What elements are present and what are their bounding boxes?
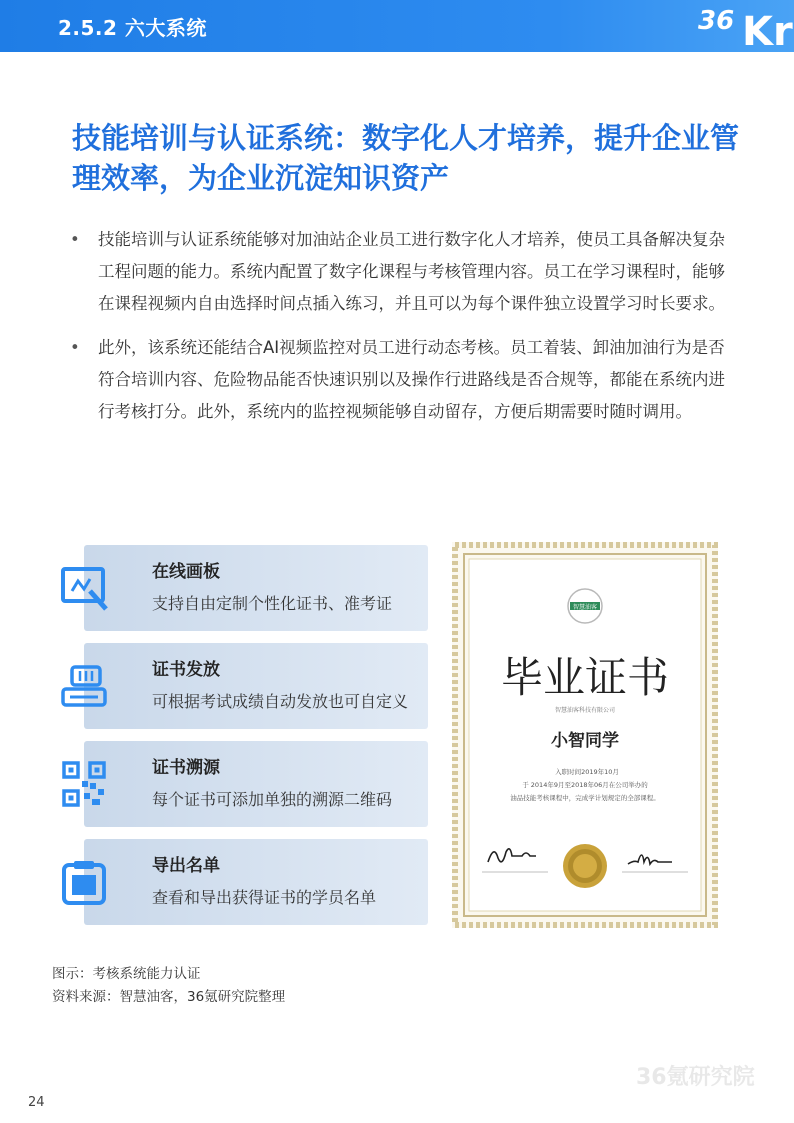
feature-item xyxy=(60,643,430,729)
certificate-body-line: 油品技能考核课程中，完成学计划规定的全部课程。 xyxy=(510,794,660,802)
feature-item xyxy=(60,545,430,631)
certificate-image xyxy=(452,542,718,928)
bullet-list xyxy=(70,224,740,440)
qr-code-icon xyxy=(60,761,112,809)
brand-logo xyxy=(698,4,794,55)
caption xyxy=(52,963,285,1009)
feature-item xyxy=(60,839,430,925)
section-title: 2.5.2 六大系统 xyxy=(58,16,207,40)
feature-desc: 每个证书可添加单独的溯源二维码 xyxy=(152,790,393,809)
brand-letters: Kr xyxy=(742,9,793,55)
bullet-item xyxy=(70,224,740,320)
feature-list xyxy=(60,545,430,937)
certificate-enroll-line: 入职时间2019年10月 xyxy=(555,768,619,776)
bullet-marker: • xyxy=(70,338,80,357)
watermark: 36氪研究院 xyxy=(636,1065,755,1090)
drawing-board-icon xyxy=(60,565,112,613)
headline: 技能培训与认证系统：数字化人才培养，提升企业管理效率，为企业沉淀知识资产 xyxy=(72,121,740,195)
feature-desc: 查看和导出获得证书的学员名单 xyxy=(152,888,377,907)
feature-desc: 可根据考试成绩自动发放也可自定义 xyxy=(152,692,409,711)
page-number: 24 xyxy=(28,1095,45,1110)
header-bar xyxy=(0,0,794,55)
certificate-logo-text: 智慧油客 xyxy=(572,604,598,611)
certificate-issuer: 智慧油客科技有限公司 xyxy=(554,707,616,714)
feature-item xyxy=(60,741,430,827)
certificate-issue-icon xyxy=(60,663,112,711)
feature-title: 证书发放 xyxy=(152,660,220,680)
source-caption: 资料来源：智慧油客，36氪研究院整理 xyxy=(52,989,286,1005)
figure-caption: 图示：考核系统能力认证 xyxy=(52,966,201,982)
gold-seal xyxy=(563,844,607,888)
certificate-title: 毕业证书 xyxy=(500,653,670,702)
feature-title: 证书溯源 xyxy=(152,758,220,778)
feature-desc: 支持自由定制个性化证书、准考证 xyxy=(152,594,393,613)
feature-card xyxy=(84,643,428,729)
feature-card xyxy=(84,741,428,827)
brand-number: 36 xyxy=(698,6,735,36)
bullet-item xyxy=(70,332,740,428)
feature-title: 导出名单 xyxy=(152,856,220,876)
export-list-icon xyxy=(60,859,112,907)
feature-card xyxy=(84,545,428,631)
certificate-recipient: 小智同学 xyxy=(551,731,619,751)
bullet-text: 此外，该系统还能结合AI视频监控对员工进行动态考核。员工着装、卸油加油行为是否符合培训内容、危险物品能否快速识别以及操作行进路线是否合规等，都能在系统内进行考核打分。此外，系统内的监控视频能够自动留存，方便后期需要时随时调用。 xyxy=(98,338,725,421)
bullet-marker: • xyxy=(70,230,80,249)
feature-title: 在线画板 xyxy=(152,562,220,582)
bullet-text: 技能培训与认证系统能够对加油站企业员工进行数字化人才培养，使员工具备解决复杂工程问题的能力。系统内配置了数字化课程与考核管理内容。员工在学习课程时，能够在课程视频内自由选择时间点插入练习，并且可以为每个课件独立设置学习时长要求。 xyxy=(98,230,725,313)
feature-card xyxy=(84,839,428,925)
certificate-body-line: 于 2014年9月至2018年06月在公司举办的 xyxy=(522,781,648,789)
